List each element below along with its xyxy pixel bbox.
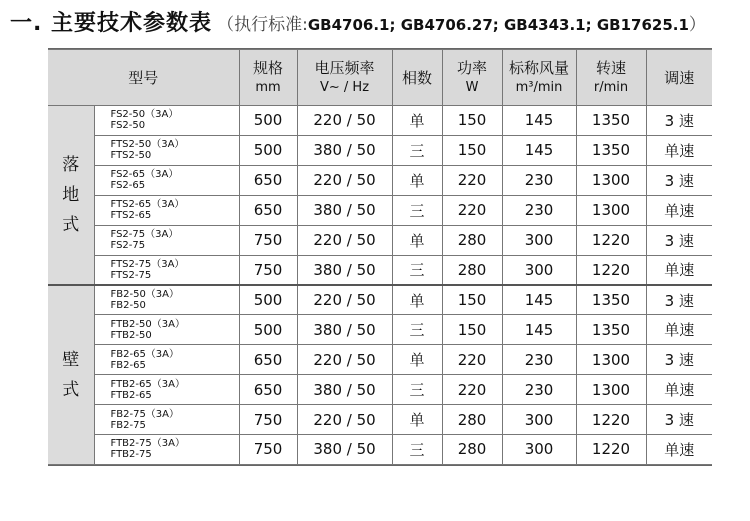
spec-cell: 650 (239, 345, 297, 375)
voltage-cell: 380 / 50 (297, 315, 392, 345)
voltage-cell: 220 / 50 (297, 225, 392, 255)
model-name-3a: FTS2-50（3A） (110, 139, 185, 151)
spec-cell: 650 (239, 165, 297, 195)
model-name-3a: FB2-50（3A） (110, 289, 180, 301)
table-row (48, 195, 712, 225)
speed-control-cell: 单速 (646, 434, 712, 464)
airflow-cell: 145 (502, 106, 576, 136)
phase-cell: 单 (392, 225, 442, 255)
model-name-3a: FS2-65（3A） (110, 169, 179, 181)
standard-prefix: （执行标准: (217, 15, 308, 35)
airflow-cell: 300 (502, 255, 576, 285)
voltage-cell: 220 / 50 (297, 106, 392, 136)
table-body (48, 106, 712, 465)
phase-cell: 三 (392, 375, 442, 405)
model-name: FB2-75 (110, 419, 146, 431)
power-cell: 150 (442, 315, 502, 345)
table-row (48, 165, 712, 195)
model-name-3a: FTB2-50（3A） (110, 318, 185, 330)
title-main: 一. 主要技术参数表 (10, 11, 213, 36)
airflow-cell: 300 (502, 434, 576, 464)
header-spec-label: 规格 (253, 58, 284, 77)
spec-cell: 750 (239, 255, 297, 285)
table-row (48, 285, 712, 315)
airflow-cell: 300 (502, 405, 576, 435)
power-cell: 220 (442, 375, 502, 405)
airflow-cell: 145 (502, 285, 576, 315)
phase-cell: 三 (392, 255, 442, 285)
header-power-unit: W (465, 79, 479, 95)
voltage-cell: 380 / 50 (297, 195, 392, 225)
header-airflow (502, 50, 576, 106)
speed-control-cell: 3 速 (646, 165, 712, 195)
model-cell (94, 165, 239, 195)
table-row (48, 405, 712, 435)
page-title (10, 6, 706, 38)
parameter-table (48, 49, 712, 465)
model-cell (94, 434, 239, 464)
model-name-3a: FS2-50（3A） (110, 109, 179, 121)
model-name: FTB2-75 (110, 449, 152, 461)
header-voltage (297, 50, 392, 106)
model-name-3a: FTB2-65（3A） (110, 378, 185, 390)
model-name: FTS2-75 (110, 269, 152, 281)
speed-control-cell: 单速 (646, 195, 712, 225)
model-cell (94, 345, 239, 375)
speed-cell: 1300 (576, 345, 646, 375)
parameter-table-frame (48, 48, 712, 466)
header-spec-unit: mm (255, 79, 281, 95)
table-row (48, 255, 712, 285)
model-cell (94, 195, 239, 225)
phase-cell: 三 (392, 135, 442, 165)
model-cell (94, 135, 239, 165)
voltage-cell: 220 / 50 (297, 165, 392, 195)
airflow-cell: 145 (502, 135, 576, 165)
header-airflow-label: 标称风量 (509, 58, 570, 77)
group-label-text: 落地式 (62, 154, 80, 235)
airflow-cell: 230 (502, 345, 576, 375)
speed-control-cell: 单速 (646, 255, 712, 285)
phase-cell: 三 (392, 315, 442, 345)
model-name-3a: FB2-65（3A） (110, 348, 180, 360)
model-cell (94, 315, 239, 345)
phase-cell: 单 (392, 405, 442, 435)
spec-cell: 750 (239, 225, 297, 255)
header-model: 型号 (48, 50, 239, 106)
speed-control-cell: 3 速 (646, 225, 712, 255)
model-name: FTB2-50 (110, 329, 152, 341)
spec-cell: 650 (239, 375, 297, 405)
speed-cell: 1300 (576, 165, 646, 195)
table-header-row (48, 50, 712, 106)
spec-cell: 750 (239, 405, 297, 435)
header-airflow-unit: m³/min (515, 79, 563, 95)
model-cell (94, 106, 239, 136)
speed-control-cell: 3 速 (646, 345, 712, 375)
voltage-cell: 220 / 50 (297, 345, 392, 375)
table-row (48, 345, 712, 375)
phase-cell: 三 (392, 195, 442, 225)
speed-cell: 1350 (576, 106, 646, 136)
power-cell: 280 (442, 255, 502, 285)
airflow-cell: 300 (502, 225, 576, 255)
airflow-cell: 230 (502, 165, 576, 195)
speed-cell: 1220 (576, 225, 646, 255)
model-name: FS2-50 (110, 120, 146, 132)
voltage-cell: 380 / 50 (297, 375, 392, 405)
voltage-cell: 380 / 50 (297, 255, 392, 285)
speed-control-cell: 3 速 (646, 285, 712, 315)
spec-cell: 500 (239, 106, 297, 136)
table-row (48, 434, 712, 464)
table-row (48, 375, 712, 405)
model-cell (94, 405, 239, 435)
header-power-label: 功率 (457, 58, 488, 77)
group-label (48, 285, 94, 465)
phase-cell: 单 (392, 285, 442, 315)
model-name: FTB2-65 (110, 389, 152, 401)
header-spec (239, 50, 297, 106)
speed-control-cell: 3 速 (646, 106, 712, 136)
phase-cell: 单 (392, 345, 442, 375)
header-voltage-label: 电压频率 (314, 58, 375, 77)
header-voltage-unit: V~ / Hz (320, 79, 370, 95)
model-name-3a: FTS2-75（3A） (110, 258, 185, 270)
voltage-cell: 380 / 50 (297, 135, 392, 165)
power-cell: 280 (442, 405, 502, 435)
model-cell (94, 255, 239, 285)
model-name: FB2-65 (110, 359, 146, 371)
spec-cell: 500 (239, 315, 297, 345)
voltage-cell: 220 / 50 (297, 285, 392, 315)
spec-cell: 750 (239, 434, 297, 464)
speed-control-cell: 单速 (646, 135, 712, 165)
speed-control-cell: 单速 (646, 315, 712, 345)
model-cell (94, 285, 239, 315)
header-speed-label: 转速 (596, 58, 627, 77)
power-cell: 150 (442, 135, 502, 165)
spec-cell: 500 (239, 285, 297, 315)
table-row (48, 315, 712, 345)
speed-cell: 1350 (576, 285, 646, 315)
header-speed (576, 50, 646, 106)
header-phase: 相数 (392, 50, 442, 106)
power-cell: 280 (442, 225, 502, 255)
table-row (48, 225, 712, 255)
power-cell: 280 (442, 434, 502, 464)
spec-cell: 650 (239, 195, 297, 225)
model-name: FTS2-65 (110, 210, 152, 222)
power-cell: 150 (442, 285, 502, 315)
group-label-text: 壁式 (62, 349, 80, 400)
speed-control-cell: 3 速 (646, 405, 712, 435)
header-power (442, 50, 502, 106)
model-cell (94, 375, 239, 405)
speed-cell: 1300 (576, 375, 646, 405)
spec-cell: 500 (239, 135, 297, 165)
speed-cell: 1300 (576, 195, 646, 225)
speed-cell: 1220 (576, 405, 646, 435)
model-name-3a: FS2-75（3A） (110, 229, 179, 241)
speed-cell: 1220 (576, 255, 646, 285)
speed-cell: 1350 (576, 135, 646, 165)
speed-control-cell: 单速 (646, 375, 712, 405)
table-row (48, 106, 712, 136)
speed-cell: 1220 (576, 434, 646, 464)
group-label (48, 106, 94, 285)
airflow-cell: 145 (502, 315, 576, 345)
standard-suffix: ） (688, 15, 706, 35)
table-row (48, 135, 712, 165)
model-name: FB2-50 (110, 300, 146, 312)
phase-cell: 单 (392, 106, 442, 136)
model-cell (94, 225, 239, 255)
airflow-cell: 230 (502, 195, 576, 225)
model-name: FTS2-50 (110, 150, 152, 162)
power-cell: 220 (442, 165, 502, 195)
header-speed-unit: r/min (593, 79, 629, 95)
phase-cell: 三 (392, 434, 442, 464)
model-name: FS2-65 (110, 180, 146, 192)
power-cell: 220 (442, 345, 502, 375)
voltage-cell: 220 / 50 (297, 405, 392, 435)
power-cell: 150 (442, 106, 502, 136)
header-speed-control: 调速 (646, 50, 712, 106)
voltage-cell: 380 / 50 (297, 434, 392, 464)
speed-cell: 1350 (576, 315, 646, 345)
model-name-3a: FTS2-65（3A） (110, 199, 185, 211)
model-name-3a: FB2-75（3A） (110, 408, 180, 420)
model-name: FS2-75 (110, 240, 146, 252)
model-name-3a: FTB2-75（3A） (110, 438, 185, 450)
phase-cell: 单 (392, 165, 442, 195)
standard-codes: GB4706.1; GB4706.27; GB4343.1; GB17625.1 (307, 16, 689, 34)
power-cell: 220 (442, 195, 502, 225)
airflow-cell: 230 (502, 375, 576, 405)
